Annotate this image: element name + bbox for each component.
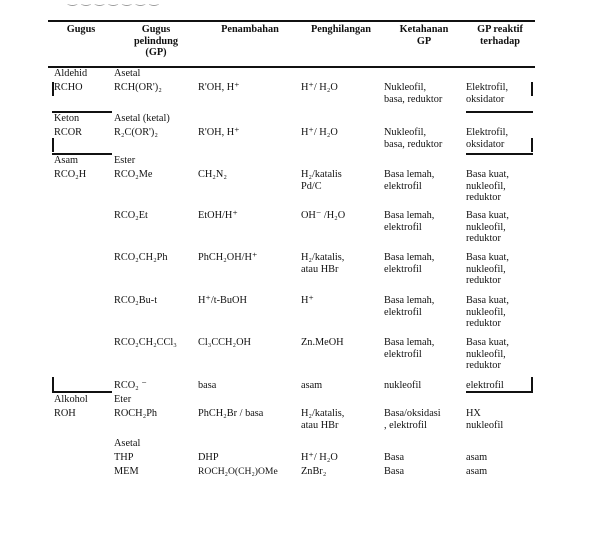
asetal-penambahan: R'OH, H⁺ [198,82,240,93]
clipped-heading-text: ‿ ‿ ‿ ‿ ‿ ‿ ‿ [68,0,160,6]
thp-reaktif: asam [466,452,488,463]
group-asam-label: Asam [54,155,79,166]
mem-ketahanan: Basa [384,466,405,477]
ester-tbu-reaktif [466,295,534,330]
ester-bn-penambahan: PhCH₂OH/H⁺ [198,252,258,263]
carboxylate-formula: RCO₂ ⁻ [114,380,147,391]
ester-et-ketahanan-line2: elektrofil [384,221,422,233]
ester-bn-ketahanan-line1: Basa lemah, [384,252,435,263]
eter-penambahan: PhCH₂Br / basa [198,408,264,419]
ester-me-penghilangan [301,169,381,192]
group-asam-formula: RCO₂H [54,169,87,180]
header-gugus-pelindung [110,24,202,59]
carboxylate-penghilangan: asam [301,380,323,391]
ester-tce-penambahan: Cl₃CCH₂OH [198,337,251,348]
gp-asetal-formula: RCH(OR')₂ [114,82,162,93]
group-keton-label: Keton [54,113,80,124]
ester-tbu-penghilangan: H⁺ [301,295,314,306]
group-aldehid-label: Aldehid [54,68,88,79]
ester-tce-formula: RCO₂CH₂CCl₃ [114,337,177,348]
header-penghilangan-text: Penghilangan [310,24,372,35]
ester-tbu-reaktif-line1: Basa kuat, [466,295,509,306]
header-penambahan [200,24,300,36]
eter-ketahanan-line2: , elektrofil [384,419,427,431]
ester-tbu-ketahanan [384,295,466,318]
asetal-ketahanan-line2: basa, reduktor [384,93,443,105]
ester-bn-formula: RCO₂CH₂Ph [114,252,168,263]
group-alkohol-label: Alkohol [54,394,88,405]
ester-tce-ketahanan-line2: elektrofil [384,348,422,360]
gp-ester-label: Ester [114,155,136,166]
ester-tce-ketahanan [384,337,466,360]
eter-reaktif-line2: nukleofil [466,419,504,431]
bracket-left-keton [52,138,54,152]
eter-penghilangan-line1: H₂/katalis, [301,408,345,419]
carboxylate-ketahanan: nukleofil [384,380,422,391]
rule-under-keton-reaktif [466,153,533,155]
rule-under-aldehid-reaktif [466,111,533,113]
ester-et-penghilangan: OH⁻ /H₂O [301,210,346,221]
ester-me-ketahanan-line1: Basa lemah, [384,169,435,180]
ester-bn-penghilangan-line1: H₂/katalis, [301,252,345,263]
eter-formula: ROCH₂Ph [114,408,158,419]
header-ketahanan-line2: GP [416,35,432,47]
eter-penghilangan-line2: atau HBr [301,419,339,431]
asetal-reaktif [466,82,534,105]
ester-et-ketahanan-line1: Basa lemah, [384,210,435,221]
carboxylate-reaktif: elektrofil [466,380,504,391]
ester-me-reaktif-line3: reduktor [466,192,501,204]
ketal-penghilangan: H⁺/ H₂O [301,127,338,138]
ketal-reaktif-line2: oksidator [466,138,505,150]
gp-ketal-formula: R₂C(OR')₂ [114,127,158,138]
thp-penghilangan: H⁺/ H₂O [301,452,338,463]
thp-formula: THP [114,452,134,463]
header-gugus-text: Gugus [66,24,96,35]
eter-penghilangan [301,408,381,431]
ester-tbu-ketahanan-line2: elektrofil [384,306,422,318]
ester-et-reaktif-line1: Basa kuat, [466,210,509,221]
ester-tce-reaktif-line3: reduktor [466,360,501,372]
ester-me-formula: RCO₂Me [114,169,153,180]
asetal-ketahanan [384,82,466,105]
table-top-rule [48,20,535,22]
ketal-reaktif-line1: Elektrofil, [466,127,509,138]
ester-tce-reaktif [466,337,534,372]
ester-tbu-reaktif-line3: reduktor [466,318,501,330]
ketal-reaktif [466,127,534,150]
mem-penambahan: ROCH₂O(CH₂)OMe [198,466,278,477]
bracket-left-carboxylate [52,377,54,391]
ester-tce-ketahanan-line1: Basa lemah, [384,337,435,348]
ester-et-ketahanan [384,210,466,233]
mem-penghilangan: ZnBr₂ [301,466,327,477]
thp-penambahan: DHP [198,452,219,463]
ester-bn-penghilangan-line2: atau HBr [301,263,339,275]
header-gp-line3: (GP) [145,47,167,58]
ester-tbu-reaktif-line2: nukleofil, [466,306,506,318]
ester-bn-reaktif-line1: Basa kuat, [466,252,509,263]
carboxylate-penambahan: basa [198,380,217,391]
ester-tce-penghilangan: Zn.MeOH [301,337,344,348]
ester-tbu-ketahanan-line1: Basa lemah, [384,295,435,306]
ester-me-reaktif-line2: nukleofil, [466,180,506,192]
gp-eter-label: Eter [114,394,132,405]
ketal-ketahanan-line1: Nukleofil, [384,127,427,138]
header-ketahanan-line1: Ketahanan [399,24,449,35]
ketal-penambahan: R'OH, H⁺ [198,127,240,138]
gp-asetal-label: Asetal [114,68,141,79]
asetal-reaktif-line1: Elektrofil, [466,82,509,93]
group-alkohol-formula: ROH [54,408,76,419]
header-gugus [48,24,114,36]
ester-me-reaktif-line1: Basa kuat, [466,169,509,180]
ester-tbu-formula: RCO₂Bu-t [114,295,158,306]
ester-et-reaktif-line2: nukleofil, [466,221,506,233]
ester-me-reaktif [466,169,534,204]
header-penghilangan [298,24,384,36]
ester-me-ketahanan-line2: elektrofil [384,180,422,192]
ester-me-penambahan: CH₂N₂ [198,169,227,180]
ester-bn-reaktif-line3: reduktor [466,275,501,287]
ester-bn-penghilangan [301,252,381,275]
ester-me-penghilangan-line1: H₂/katalis [301,169,342,180]
eter-ketahanan-line1: Basa/oksidasi [384,408,441,419]
ketal-ketahanan-line2: basa, reduktor [384,138,443,150]
gp-asetal2-label: Asetal [114,438,141,449]
gp-ketal-label: Asetal (ketal) [114,113,170,124]
header-penambahan-text: Penambahan [221,24,279,35]
ester-et-reaktif-line3: reduktor [466,233,501,245]
ester-bn-ketahanan-line2: elektrofil [384,263,422,275]
ester-bn-reaktif [466,252,534,287]
header-reaktif-line2: terhadap [479,35,521,47]
ester-et-formula: RCO₂Et [114,210,148,221]
mem-formula: MEM [114,466,139,477]
asetal-penghilangan: H⁺/ H₂O [301,82,338,93]
eter-ketahanan [384,408,466,431]
ketal-ketahanan [384,127,466,150]
header-ketahanan [382,24,466,47]
ester-tce-reaktif-line1: Basa kuat, [466,337,509,348]
header-gp-reaktif [464,24,536,47]
ester-bn-ketahanan [384,252,466,275]
header-gp-line2: pelindung [133,35,179,47]
thp-ketahanan: Basa [384,452,405,463]
rule-under-asam [52,391,112,393]
eter-reaktif [466,408,534,431]
group-aldehid-formula: RCHO [54,82,83,93]
header-gp-line1: Gugus [141,24,171,35]
header-reaktif-line1: GP reaktif [477,24,523,35]
ester-tce-reaktif-line2: nukleofil, [466,348,506,360]
ester-me-penghilangan-line2: Pd/C [301,180,322,192]
ester-me-ketahanan [384,169,466,192]
group-keton-formula: RCOR [54,127,83,138]
eter-reaktif-line1: HX [466,408,481,419]
ester-bn-reaktif-line2: nukleofil, [466,263,506,275]
ester-et-reaktif [466,210,534,245]
ester-et-penambahan: EtOH/H⁺ [198,210,238,221]
asetal-ketahanan-line1: Nukleofil, [384,82,427,93]
ester-tbu-penambahan: H⁺/t-BuOH [198,295,247,306]
mem-reaktif: asam [466,466,488,477]
asetal-reaktif-line2: oksidator [466,93,505,105]
